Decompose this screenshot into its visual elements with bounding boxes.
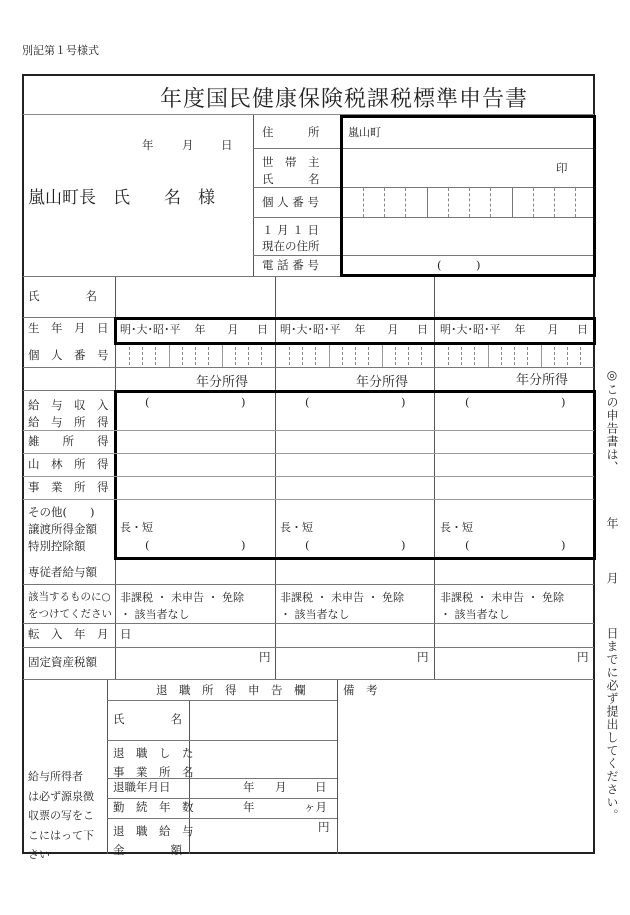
deadline-note-part1: ◎この申告書は、 (605, 368, 619, 474)
salary-paren-open-3: ( (465, 395, 470, 409)
retirement-office-label: 退 職 し た 事 業 所 名 (113, 746, 194, 779)
addressee: 嵐山町長 氏 名 様 (28, 188, 215, 208)
yen-unit-2: 円 (417, 650, 429, 664)
birth-field-1[interactable]: 明･大･昭･平 年 月 日 (120, 323, 268, 336)
mynumber-input-3[interactable] (435, 345, 593, 367)
income-box (114, 390, 596, 560)
jan1-address-label: １ 月 １ 日 現在の住所 (262, 223, 320, 253)
long-short-2[interactable]: 長・短 (280, 521, 313, 534)
mynumber-input-1[interactable] (116, 345, 275, 367)
divider (337, 680, 338, 854)
applicable-label: 該当するものに○ をつけてください (28, 591, 112, 620)
applicable-options-2[interactable]: 非課税 ・ 未申告 ・ 免除 ・ 該当者なし (280, 591, 404, 621)
birth-field-3[interactable]: 明･大･昭･平 年 月 日 (440, 323, 588, 336)
business-income-label: 事 業 所 得 (28, 480, 109, 494)
misc-income-label: 雑 所 得 (28, 434, 109, 448)
address-value[interactable]: 嵐山町 (348, 126, 381, 139)
address-label: 住 所 (262, 125, 320, 139)
divider (107, 680, 108, 854)
form-number: 別記第１号様式 (22, 44, 99, 57)
birth-field-2[interactable]: 明･大･昭･平 年 月 日 (280, 323, 428, 336)
householder-label: 世 帯 主 氏 名 (262, 155, 320, 186)
deadline-note-part2: 日までに必ず提出してください。 (605, 627, 619, 822)
divider (23, 499, 594, 500)
date-day-label: 日 (221, 138, 233, 152)
retirement-date-day: 日 (315, 780, 327, 794)
member-name-label: 氏 名 (28, 289, 97, 303)
divider (107, 818, 337, 819)
long-short-3[interactable]: 長・短 (440, 521, 473, 534)
forest-income-label: 山 林 所 得 (28, 457, 109, 471)
retirement-heading: 退 職 所 得 申 告 欄 (156, 683, 306, 697)
divider (253, 115, 254, 276)
mynumber-label: 個 人 番 号 (262, 195, 319, 209)
divider (107, 798, 337, 799)
divider (23, 453, 594, 454)
divider (23, 430, 594, 431)
service-years-unit: 年 (243, 800, 255, 814)
remarks-label: 備 考 (343, 683, 378, 697)
transfer-paren-close-2: ) (401, 538, 406, 552)
transfer-paren-close-3: ) (561, 538, 566, 552)
phone-value[interactable]: ( ) (437, 258, 481, 272)
form-title: 年度国民健康保険税課税標準申告書 (160, 87, 529, 112)
applicable-options-3[interactable]: 非課税 ・ 未申告 ・ 免除 ・ 該当者なし (440, 591, 564, 621)
date-year-label: 年 (142, 138, 154, 152)
transfer-paren-open-2: ( (305, 538, 310, 552)
retirement-date-label: 退職年月日 (113, 780, 171, 794)
deadline-note-year: 年 (605, 517, 619, 530)
applicable-options-1[interactable]: 非課税 ・ 未申告 ・ 免除 ・ 該当者なし (120, 591, 244, 621)
divider (23, 476, 594, 477)
salary-paren-close-3: ) (561, 395, 566, 409)
divider (107, 740, 337, 741)
phone-label: 電 話 番 号 (262, 258, 319, 272)
retirement-pay-yen: 円 (318, 820, 330, 834)
long-short-1[interactable]: 長・短 (120, 521, 153, 534)
divider (107, 700, 337, 701)
transfer-paren-close-1: ) (241, 538, 246, 552)
divider (23, 679, 594, 680)
retirement-date-month: 月 (275, 780, 287, 794)
retirement-name-label: 氏 名 (113, 712, 182, 726)
transfer-paren-open-1: ( (145, 538, 150, 552)
yen-unit-1: 円 (259, 650, 271, 664)
salary-paren-close-2: ) (401, 395, 406, 409)
transfer-paren-open-3: ( (465, 538, 470, 552)
householder-mynumber-input[interactable] (343, 188, 593, 217)
divider (23, 584, 594, 585)
year-income-header-1: 年分所得 (196, 375, 249, 390)
member-mynumber-label: 個 人 番 号 (28, 348, 109, 362)
date-month-label: 月 (182, 138, 194, 152)
year-income-header-3: 年分所得 (516, 373, 569, 388)
yen-unit-3: 円 (577, 650, 589, 664)
birth-label: 生 年 月 日 (28, 321, 109, 335)
salary-paren-close-1: ) (241, 395, 246, 409)
divider (23, 623, 594, 624)
other-income-label: その他( ) 譲渡所得金額 特別控除額 (28, 505, 97, 553)
seal-mark: 印 (556, 161, 568, 175)
service-months-unit: ヶ月 (304, 800, 327, 814)
family-salary-label: 専従者給与額 (28, 565, 97, 579)
withholding-slip-note: 給与所得者 は必ず源泉徴 収票の写をこ こにはって下 さい (28, 770, 94, 861)
retirement-pay-label: 退 職 給 与 金 額 (113, 824, 194, 857)
salary-label: 給 与 収 入 給 与 所 得 (28, 398, 109, 429)
year-income-header-2: 年分所得 (356, 375, 409, 390)
moved-in-date-label: 転 入 年 月 日 (28, 627, 132, 641)
salary-paren-open-1: ( (145, 395, 150, 409)
service-years-label: 勤 続 年 数 (113, 800, 194, 814)
deadline-note-month: 月 (605, 572, 619, 585)
retirement-date-year: 年 (243, 780, 255, 794)
salary-paren-open-2: ( (305, 395, 310, 409)
divider (23, 367, 594, 368)
divider (23, 647, 594, 648)
property-tax-label: 固定資産税額 (28, 655, 97, 669)
mynumber-input-2[interactable] (276, 345, 434, 367)
divider (107, 778, 337, 779)
